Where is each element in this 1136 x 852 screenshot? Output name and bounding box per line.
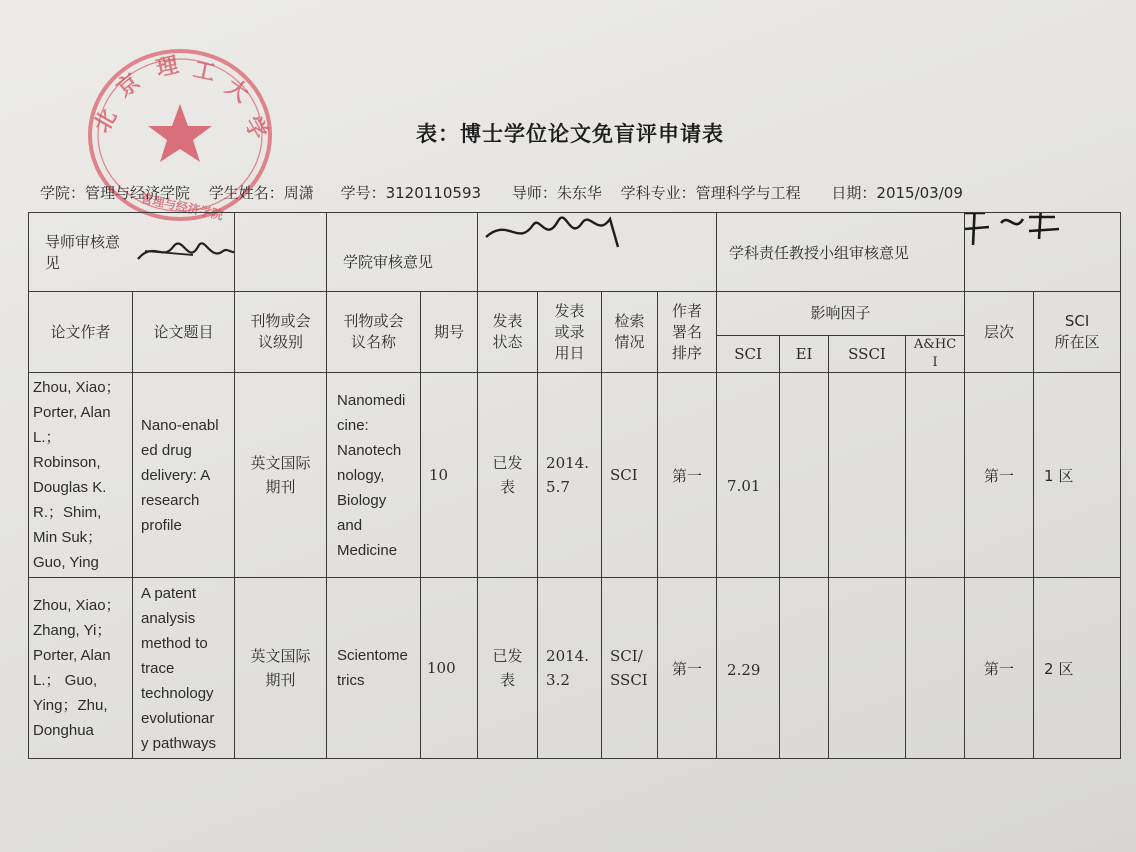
- header-row-1: [29, 292, 1121, 336]
- cell-pub-date: 2014. 5.7: [538, 373, 602, 578]
- college-signature: [478, 213, 648, 258]
- advisor-signature: [133, 237, 230, 267]
- header-issue: 期号: [421, 292, 478, 373]
- major-field: 学科专业：管理科学与工程: [620, 184, 801, 202]
- page-title: 表：博士学位论文免盲评申请表: [416, 122, 724, 146]
- cell-author: Zhou, Xiao； Porter, Alan L.； Robinson, Douglas K. R.；Shim, Min Suk； Guo, Ying: [29, 373, 133, 578]
- cell-status: 已发 表: [478, 373, 538, 578]
- header-status: 发表 状态: [478, 292, 538, 373]
- cell-sci-if: 7.01: [717, 373, 780, 578]
- cell-ssci-if: [829, 373, 906, 578]
- table-row: [29, 578, 1121, 759]
- review-cell-college: [327, 213, 478, 292]
- header-sci: SCI: [717, 336, 780, 373]
- svg-text:理: 理: [154, 52, 181, 82]
- review-row: [29, 213, 1121, 292]
- svg-text:学: 学: [238, 112, 272, 145]
- cell-ahci-if: [906, 373, 965, 578]
- review-cell-advisor: [29, 213, 235, 292]
- cell-issue: 100: [421, 578, 478, 759]
- date-field: 日期：2015/03/09: [831, 184, 963, 202]
- cell-pub-date: 2014. 3.2: [538, 578, 602, 759]
- cell-ei-if: [780, 578, 829, 759]
- committee-signature: [965, 213, 1076, 260]
- svg-text:工: 工: [190, 57, 218, 87]
- cell-issue: 10: [421, 373, 478, 578]
- cell-journal-level: 英文国际 期刊: [235, 373, 327, 578]
- cell-ei-if: [780, 373, 829, 578]
- cell-journal-level: 英文国际 期刊: [235, 578, 327, 759]
- header-paper-title: 论文题目: [133, 292, 235, 373]
- cell-index: SCI: [602, 373, 658, 578]
- header-level: 层次: [965, 292, 1034, 373]
- cell-author: Zhou, Xiao； Zhang, Yi； Porter, Alan L.； Guo, Ying；Zhu, Donghua: [29, 578, 133, 759]
- header-pub-date: 发表 或录 用日: [538, 292, 602, 373]
- header-impact-factor: 影响因子: [717, 292, 965, 336]
- header-ei: EI: [780, 336, 829, 373]
- cell-status: 已发 表: [478, 578, 538, 759]
- committee-review-label: 学科责任教授小组审核意见: [729, 243, 910, 262]
- cell-level: 第一: [965, 578, 1034, 759]
- cell-journal-name: Scientome trics: [327, 578, 421, 759]
- header-journal-level: 刊物或会 议级别: [235, 292, 327, 373]
- committee-signature-cell: [965, 213, 1121, 292]
- header-author-rank: 作者 署名 排序: [658, 292, 717, 373]
- cell-journal-name: Nanomedi cine: Nanotech nology, Biology and Medicine: [327, 373, 421, 578]
- cell-sci-if: 2.29: [717, 578, 780, 759]
- header-sci-zone: SCI 所在区: [1034, 292, 1121, 373]
- review-cell-committee: [717, 213, 965, 292]
- svg-text:大: 大: [220, 74, 253, 108]
- student-name-field: 学生姓名：周潇: [208, 184, 314, 202]
- cell-author-rank: 第一: [658, 578, 717, 759]
- student-id-field: 学号：3120110593: [340, 184, 482, 202]
- advisor-field: 导师：朱东华: [511, 184, 602, 202]
- cell-paper-title: A patent analysis method to trace technology evolutionar y pathways: [133, 578, 235, 759]
- cell-author-rank: 第一: [658, 373, 717, 578]
- header-ahci: A&HC I: [906, 336, 965, 373]
- table-row: [29, 373, 1121, 578]
- college-signature-cell: [478, 213, 717, 292]
- review-gap: [235, 213, 327, 292]
- svg-text:北: 北: [89, 105, 123, 137]
- header-author: 论文作者: [29, 292, 133, 373]
- applicant-info-line: [40, 182, 1130, 203]
- cell-sci-zone: 2 区: [1034, 578, 1121, 759]
- advisor-review-label: 导师审核意见: [45, 233, 121, 272]
- cell-index: SCI/ SSCI: [602, 578, 658, 759]
- cell-level: 第一: [965, 373, 1034, 578]
- cell-sci-zone: 1 区: [1034, 373, 1121, 578]
- header-journal-name: 刊物或会 议名称: [327, 292, 421, 373]
- application-table: [28, 212, 1121, 759]
- college-field: 学院：管理与经济学院: [40, 184, 191, 202]
- college-review-label: 学院审核意见: [343, 252, 434, 271]
- svg-text:京: 京: [112, 69, 146, 103]
- header-ssci: SSCI: [829, 336, 906, 373]
- cell-ahci-if: [906, 578, 965, 759]
- cell-paper-title: Nano-enabl ed drug delivery: A research profile: [133, 373, 235, 578]
- header-index: 检索 情况: [602, 292, 658, 373]
- svg-text:管理与经济学院: 管理与经济学院: [139, 191, 225, 223]
- cell-ssci-if: [829, 578, 906, 759]
